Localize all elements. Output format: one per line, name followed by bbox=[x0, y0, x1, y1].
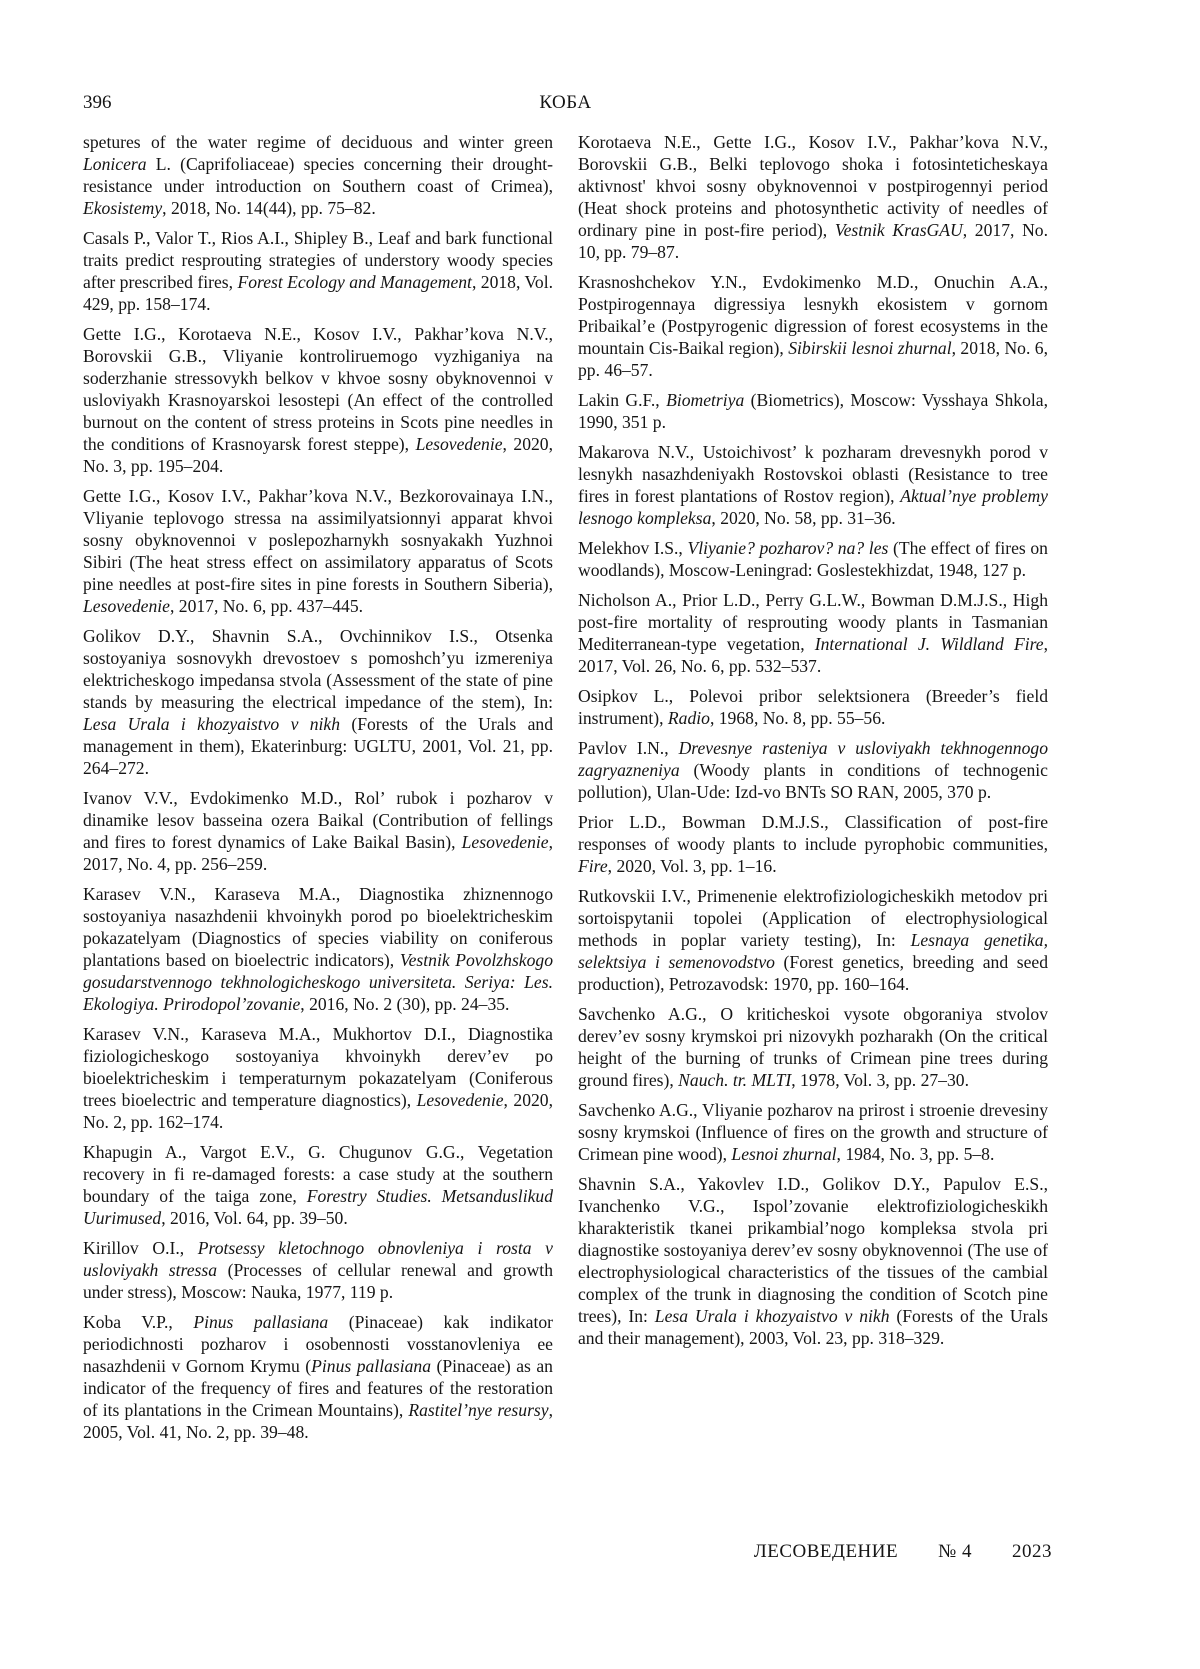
reference-text-segment: , 2017, No. 6, pp. 437–445. bbox=[169, 596, 364, 616]
footer-journal-name: ЛЕСОВЕДЕНИЕ bbox=[753, 1541, 899, 1562]
reference-entry bbox=[83, 131, 553, 219]
reference-italic-segment: Protsessy kletochnogo obnovleniya i rosta v usloviyakh stressa bbox=[83, 1238, 553, 1280]
reference-entry bbox=[83, 787, 553, 875]
reference-text-segment: (Pinaceae) kak indikator periodichnosti pozharov i osobennosti vosstanovleniya ee nasazhdenii v Gornom Krymu ( bbox=[83, 1312, 553, 1376]
reference-text-segment: , 1984, No. 3, pp. 5–8. bbox=[836, 1144, 995, 1164]
reference-entry bbox=[83, 485, 553, 617]
reference-italic-segment: Lesnoi zhurnal bbox=[731, 1144, 837, 1164]
reference-text-segment: Krasnoshchekov Y.N., Evdokimenko M.D., Onuchin A.A., Postpirogennaya digressiya lesnykh ekosistem v gornom Pribaikal’e (Postpyrogenic digression of forest ecosystems in the mountain Cis-Baikal region), bbox=[578, 272, 1048, 358]
reference-italic-segment: Forestry Studies. Metsanduslikud Uurimused bbox=[83, 1186, 553, 1228]
reference-italic-segment: Biometriya bbox=[666, 390, 745, 410]
reference-text-segment: , 2018, No. 6, pp. 46–57. bbox=[578, 338, 1048, 380]
reference-italic-segment: Lesa Urala i khozyaistvo v nikh bbox=[654, 1306, 890, 1326]
reference-text-segment: Kirillov O.I., bbox=[83, 1238, 198, 1258]
reference-italic-segment: Aktual’nye problemy lesnogo kompleksa bbox=[578, 486, 1048, 528]
reference-entry bbox=[578, 389, 1048, 433]
reference-text-segment: , 2020, No. 2, pp. 162–174. bbox=[83, 1090, 553, 1132]
reference-text-segment: L. (Caprifoliaceae) species concerning their drought-resistance under introduction on Southern coast of Crimea), bbox=[83, 154, 553, 196]
reference-italic-segment: Sibirskii lesnoi zhurnal bbox=[788, 338, 952, 358]
reference-text-segment: (Biometrics), Moscow: Vysshaya Shkola, 1990, 351 p. bbox=[578, 390, 1048, 432]
reference-entry bbox=[578, 537, 1048, 581]
reference-text-segment: , 2018, No. 14(44), pp. 75–82. bbox=[162, 198, 376, 218]
reference-text-segment: Karasev V.N., Karaseva M.A., Mukhortov D.I., Diagnostika fiziologicheskogo sostoyaniya khvoinykh derev’ev po bioelektricheskim i temperaturnym pokazatelyam (Coniferous trees bioelectric and temperature diagnostics), bbox=[83, 1024, 553, 1110]
reference-text-segment: Gette I.G., Korotaeva N.E., Kosov I.V., Pakhar’kova N.V., Borovskii G.B., Vliyanie kontroliruemogo vyzhiganiya na soderzhanie stressovykh belkov v khvoe sosny obyknovennoi v usloviyakh Krasnoyarskoi lesostepi (An effect of the controlled burnout on the content of stress proteins in Scots pine needles in the conditions of Krasnoyarsk forest steppe), bbox=[83, 324, 553, 454]
reference-text-segment: , 1968, No. 8, pp. 55–56. bbox=[709, 708, 886, 728]
reference-entry bbox=[578, 589, 1048, 677]
reference-text-segment: Karasev V.N., Karaseva M.A., Diagnostika zhiznennogo sostoyaniya nasazhdenii khvoinykh porod po bioelektricheskim pokazatelyam (Diagnostics of species viability on coniferous plantations based on bioelectric indicators), bbox=[83, 884, 553, 970]
reference-italic-segment: Rastitel’nye resursy bbox=[408, 1400, 549, 1420]
reference-text-segment: , 2016, Vol. 64, pp. 39–50. bbox=[161, 1208, 348, 1228]
reference-text-segment: Savchenko A.G., O kriticheskoi vysote obgoraniya stvolov derev’ev sosny krymskoi pri nizovykh pozharakh (On the critical height of the burning of trunks of Crimean pine trees during ground fires), bbox=[578, 1004, 1048, 1090]
journal-footer bbox=[578, 1541, 1052, 1563]
footer-year: 2023 bbox=[1012, 1541, 1052, 1562]
reference-text-segment: Golikov D.Y., Shavnin S.A., Ovchinnikov I.S., Otsenka sostoyaniya sosnovykh drevostoev s pomoshch’yu izmereniya elektricheskogo impedansa stvola (Assessment of the state of pine stands by measuring the electrical impedance of the stem), In: bbox=[83, 626, 553, 712]
reference-italic-segment: Pinus pallasiana bbox=[193, 1312, 329, 1332]
reference-text-segment: (The effect of fires on woodlands), Moscow-Leningrad: Goslestekhizdat, 1948, 127 p. bbox=[578, 538, 1048, 580]
references-right-column bbox=[578, 131, 1048, 1443]
reference-italic-segment: Drevesnye rasteniya v usloviyakh tekhnogennogo zagryazneniya bbox=[578, 738, 1048, 780]
reference-entry bbox=[83, 227, 553, 315]
reference-text-segment: , 2017, No. 10, pp. 79–87. bbox=[578, 220, 1048, 262]
reference-entry bbox=[83, 1311, 553, 1443]
reference-italic-segment: International J. Wildland Fire bbox=[814, 634, 1044, 654]
reference-entry bbox=[578, 1003, 1048, 1091]
reference-text-segment: , 1978, Vol. 3, pp. 27–30. bbox=[791, 1070, 969, 1090]
reference-entry bbox=[83, 1237, 553, 1303]
reference-italic-segment: Vliyanie? pozharov? na? les bbox=[687, 538, 889, 558]
reference-text-segment: , 2017, No. 4, pp. 256–259. bbox=[83, 832, 553, 874]
reference-italic-segment: Radio bbox=[667, 708, 710, 728]
reference-italic-segment: Nauch. tr. MLTI bbox=[678, 1070, 792, 1090]
reference-entry bbox=[578, 131, 1048, 263]
reference-entry bbox=[83, 883, 553, 1015]
reference-text-segment: (Processes of cellular renewal and growth under stress), Moscow: Nauka, 1977, 119 p. bbox=[83, 1260, 553, 1302]
reference-text-segment: , 2005, Vol. 41, No. 2, pp. 39–48. bbox=[83, 1400, 553, 1442]
reference-text-segment: (Forests of the Urals and management in them), Ekaterinburg: UGLTU, 2001, Vol. 21, pp. 264–272. bbox=[83, 714, 553, 778]
reference-text-segment: Pavlov I.N., bbox=[578, 738, 679, 758]
page-number: 396 bbox=[83, 92, 112, 113]
reference-entry bbox=[578, 441, 1048, 529]
reference-entry bbox=[578, 737, 1048, 803]
footer-issue-number: № 4 bbox=[938, 1541, 972, 1562]
reference-italic-segment: Lesa Urala i khozyaistvo v nikh bbox=[83, 714, 340, 734]
reference-italic-segment: Lesovedenie bbox=[83, 596, 170, 616]
reference-text-segment: , 2020, Vol. 3, pp. 1–16. bbox=[607, 856, 777, 876]
reference-italic-segment: Pinus pallasiana bbox=[311, 1356, 432, 1376]
reference-text-segment: Melekhov I.S., bbox=[578, 538, 688, 558]
reference-text-segment: Khapugin A., Vargot E.V., G. Chugunov G.G., Vegetation recovery in fi re-damaged forests: a case study at the southern boundary of the taiga zone, bbox=[83, 1142, 553, 1206]
reference-text-segment: Koba V.P., bbox=[83, 1312, 194, 1332]
reference-entry bbox=[83, 1141, 553, 1229]
reference-text-segment: , 2017, Vol. 26, No. 6, pp. 532–537. bbox=[578, 634, 1048, 676]
reference-text-segment: Prior L.D., Bowman D.M.J.S., Classification of post-fire responses of woody plants to include pyrophobic communities, bbox=[578, 812, 1048, 854]
references-left-column bbox=[83, 131, 553, 1443]
reference-text-segment: Casals P., Valor T., Rios A.I., Shipley B., Leaf and bark functional traits predict resprouting strategies of understory woody species after prescribed fires, bbox=[83, 228, 553, 292]
reference-entry bbox=[578, 271, 1048, 381]
reference-text-segment: Lakin G.F., bbox=[578, 390, 667, 410]
reference-text-segment: , 2018, Vol. 429, pp. 158–174. bbox=[83, 272, 553, 314]
reference-text-segment: Gette I.G., Kosov I.V., Pakhar’kova N.V., Bezkorovainaya I.N., Vliyanie teplovogo stressa na assimilyatsionnyi apparat khvoi sosny obyknovennoi v poslepozharnykh sosnyakakh Yuzhnoi Sibiri (The heat stress effect on assimilatory apparatus of Scots pine needles at post-fire sites in pine forests in Southern Siberia), bbox=[83, 486, 553, 594]
reference-entry bbox=[83, 625, 553, 779]
reference-italic-segment: Fire bbox=[578, 856, 608, 876]
reference-text-segment: (Forests of the Urals and their management), 2003, Vol. 23, pp. 318–329. bbox=[578, 1306, 1048, 1348]
reference-italic-segment: Lonicera bbox=[83, 154, 147, 174]
reference-italic-segment: Lesnaya genetika, selektsiya i semenovodstvo bbox=[578, 930, 1048, 972]
reference-entry bbox=[578, 1099, 1048, 1165]
reference-italic-segment: Lesovedenie bbox=[415, 434, 503, 454]
reference-text-segment: Ivanov V.V., Evdokimenko M.D., Rol’ rubok i pozharov v dinamike lesov basseina ozera Baikal (Contribution of fellings and fires to forest dynamics of Lake Baikal Basin), bbox=[83, 788, 553, 852]
reference-text-segment: (Forest genetics, breeding and seed production), Petrozavodsk: 1970, pp. 160–164. bbox=[578, 952, 1048, 994]
reference-text-segment: (Pinaceae) as an indicator of the frequency of fires and features of the restoration of its plantations in the Crimean Mountains), bbox=[83, 1356, 553, 1420]
reference-entry bbox=[83, 1023, 553, 1133]
reference-text-segment: , 2020, No. 58, pp. 31–36. bbox=[711, 508, 896, 528]
reference-text-segment: Nicholson A., Prior L.D., Perry G.L.W., Bowman D.M.J.S., High post-fire mortality of resprouting woody plants in Tasmanian Mediterranean-type vegetation, bbox=[578, 590, 1048, 654]
reference-italic-segment: Vestnik Povolzhskogo gosudarstvennogo tekhnologicheskogo universiteta. Seriya: Les. Ekologiya. Prirodopol’zovanie bbox=[83, 950, 553, 1014]
reference-text-segment: Savchenko A.G., Vliyanie pozharov na prirost i stroenie drevesiny sosny krymskoi (Influence of fires on the growth and structure of Crimean pine wood), bbox=[578, 1100, 1048, 1164]
reference-text-segment: , 2020, No. 3, pp. 195–204. bbox=[83, 434, 554, 476]
reference-italic-segment: Lesovedenie bbox=[461, 832, 549, 852]
reference-entry bbox=[578, 685, 1048, 729]
reference-text-segment: , 2016, No. 2 (30), pp. 24–35. bbox=[300, 994, 510, 1014]
reference-text-segment: Rutkovskii I.V., Primenenie elektrofiziologicheskikh metodov pri sortoispytanii topolei (Application of electrophysiological methods in poplar variety testing), In: bbox=[578, 886, 1048, 950]
reference-italic-segment: Ekosistemy bbox=[83, 198, 163, 218]
running-head: КОБА bbox=[539, 92, 592, 113]
references-list bbox=[83, 131, 1048, 1443]
reference-text-segment: Korotaeva N.E., Gette I.G., Kosov I.V., Pakhar’kova N.V., Borovskii G.B., Belki teplovogo shoka i fotosinteticheskaya aktivnost' khvoi sosny obyknovennoi v postpirogennyi period (Heat shock proteins and photosynthetic activity of needles of ordinary pine in post-fire period), bbox=[578, 132, 1048, 240]
reference-text-segment: Osipkov L., Polevoi pribor selektsionera (Breeder’s field instrument), bbox=[578, 686, 1048, 728]
reference-text-segment: Shavnin S.A., Yakovlev I.D., Golikov D.Y., Papulov E.S., Ivanchenko V.G., Ispol’zovanie elektrofiziologicheskikh kharakteristik tkanei prikambial’nogo kompleksa stvola pri diagnostike sostoyaniya derev’ev sosny obyknovennoi (The use of electrophysiological characteristics of the tissues of the cambial complex of the trunk in diagnosing the condition of Scotch pine trees), In: bbox=[578, 1174, 1048, 1326]
reference-entry bbox=[578, 1173, 1048, 1349]
reference-entry bbox=[83, 323, 553, 477]
reference-italic-segment: Vestnik KrasGAU bbox=[834, 220, 963, 240]
reference-entry bbox=[578, 811, 1048, 877]
reference-italic-segment: Forest Ecology and Management bbox=[237, 272, 472, 292]
page-header bbox=[83, 92, 1048, 118]
reference-text-segment: Makarova N.V., Ustoichivost’ k pozharam drevesnykh porod v lesnykh nasazhdeniyakh Rostovskoi oblasti (Resistance to tree fires in forest plantations of Rostov region), bbox=[578, 442, 1048, 506]
reference-italic-segment: Lesovedenie bbox=[416, 1090, 504, 1110]
reference-text-segment: (Woody plants in conditions of technogenic pollution), Ulan-Ude: Izd-vo BNTs SO RAN, 2005, 370 p. bbox=[578, 760, 1048, 802]
reference-text-segment: spetures of the water regime of deciduous and winter green bbox=[83, 132, 553, 152]
reference-entry bbox=[578, 885, 1048, 995]
